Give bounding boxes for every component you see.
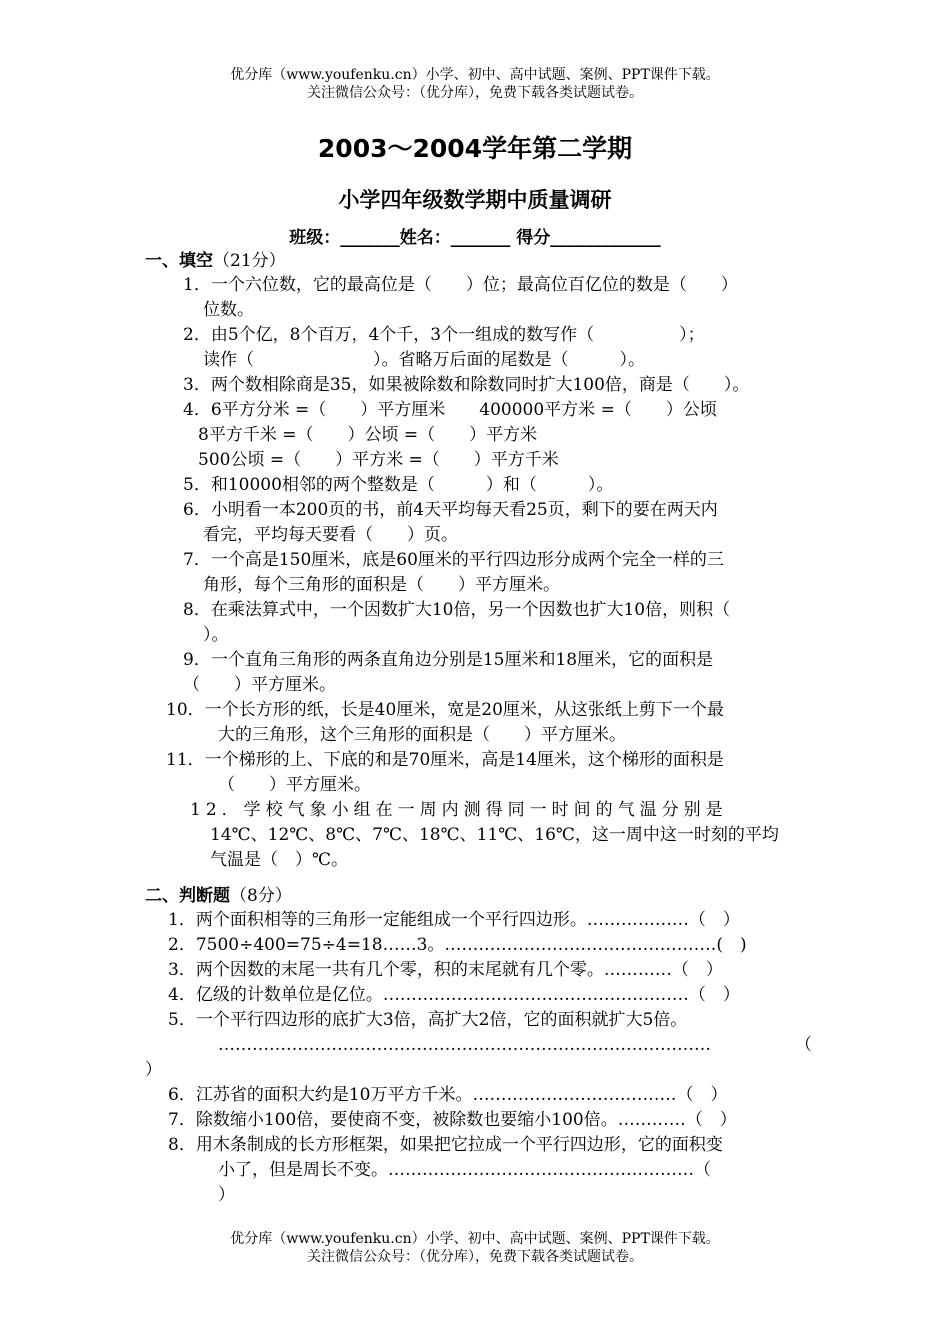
question-line: 7．一个高是150厘米，底是60厘米的平行四边形分成两个完全一样的三 [183, 550, 724, 570]
question-line: （ ）平方厘米。 [218, 775, 371, 795]
question-line: 11．一个梯形的上、下底的和是70厘米，高是14厘米，这个梯形的面积是 [166, 750, 724, 770]
judgement-paren-close: ） [218, 1185, 235, 1205]
question-line: 大的三角形，这个三角形的面积是（ ）平方厘米。 [218, 725, 626, 745]
question-line: 9．一个直角三角形的两条直角边分别是15厘米和18厘米，它的面积是 [183, 650, 714, 670]
question-line: 读作（ ）。省略万后面的尾数是（ ）。 [203, 350, 645, 370]
question-line: 12．学校气象小组在一周内测得同一时间的气温分别是 [190, 800, 728, 820]
judgement-line: 7．除数缩小100倍，要使商不变，被除数也要缩小100倍。…………（ ） [168, 1110, 737, 1130]
judgement-line: 6．江苏省的面积大约是10万平方千米。………………………………（ ） [168, 1085, 728, 1105]
question-line: 3．两个数相除商是35，如果被除数和除数同时扩大100倍，商是（ ）。 [183, 375, 750, 395]
question-line: 1．一个六位数，它的最高位是（ ）位；最高位百亿位的数是（ ） [183, 275, 738, 295]
question-line: 6．小明看一本200页的书，前4天平均每天看25页，剩下的要在两天内 [183, 500, 718, 520]
judgement-line: 4．亿级的计数单位是亿位。………………………………………………（ ） [168, 985, 740, 1005]
question-line: 2．由5个亿，8个百万，4个千，3个一组成的数写作（ ）； [183, 325, 705, 345]
question-line: 4．6平方分米 =（ ）平方厘米 400000平方米 =（ ）公顷 [183, 400, 717, 420]
question-line: 500公顷 =（ ）平方米 =（ ）平方千米 [198, 450, 559, 470]
judgement-paren-open: （ [795, 1035, 812, 1055]
question-line: 8平方千米 =（ ）公顷 =（ ）平方米 [198, 425, 538, 445]
section1-heading [145, 249, 286, 274]
exam-title: 2003～2004学年第二学期 [317, 134, 633, 163]
question-line: 看完，平均每天要看（ ）页。 [203, 525, 458, 545]
exam-subtitle: 小学四年级数学期中质量调研 [338, 188, 612, 212]
section2-heading [145, 884, 292, 909]
section2-title: 二、判断题 [145, 886, 230, 906]
judgement-paren-close: ） [145, 1060, 162, 1080]
question-line: 气温是（ ）℃。 [210, 850, 349, 870]
question-line: 8．在乘法算式中，一个因数扩大10倍，另一个因数也扩大10倍，则积（ [183, 600, 731, 620]
question-line: 位数。 [203, 300, 254, 320]
section1-points: （21分） [213, 251, 286, 271]
question-line: ）。 [203, 625, 229, 645]
question-line: （ ）平方厘米。 [183, 675, 336, 695]
question-line: 5．和10000相邻的两个整数是（ ）和（ ）。 [183, 475, 614, 495]
question-line: 10．一个长方形的纸，长是40厘米，宽是20厘米，从这张纸上剪下一个最 [166, 700, 724, 720]
section2-points: （8分） [230, 886, 292, 906]
question-line: 14℃、12℃、8℃、7℃、18℃、11℃、16℃，这一周中这一时刻的平均 [210, 825, 779, 845]
header-line-1: 优分库（www.youfenku.cn）小学、初中、高中试题、案例、PPT课件下载。 [230, 67, 720, 83]
judgement-line: 8．用木条制成的长方形框架，如果把它拉成一个平行四边形，它的面积变 [168, 1135, 723, 1155]
judgement-line: 小了，但是周长不变。………………………………………………（ [218, 1160, 711, 1180]
judgement-line: 3．两个因数的末尾一共有几个零，积的末尾就有几个零。…………（ ） [168, 960, 723, 980]
judgement-line: 5．一个平行四边形的底扩大3倍，高扩大2倍，它的面积就扩大5倍。 [168, 1010, 688, 1030]
header-line-2: 关注微信公众号：（优分库），免费下载各类试题试卷。 [307, 85, 643, 101]
section1-title: 一、填空 [145, 251, 213, 271]
footer-line-1: 优分库（www.youfenku.cn）小学、初中、高中试题、案例、PPT课件下载。 [230, 1231, 720, 1247]
question-line: 角形，每个三角形的面积是（ ）平方厘米。 [203, 575, 560, 595]
judgement-line: 1．两个面积相等的三角形一定能组成一个平行四边形。………………（ ） [168, 910, 740, 930]
student-info-line: 班级：_______姓名：_______ 得分_____________ [289, 228, 661, 248]
judgement-dots: …………………………………………………………………………… [218, 1035, 711, 1055]
footer-line-2: 关注微信公众号：（优分库），免费下载各类试题试卷。 [307, 1249, 643, 1265]
judgement-line: 2．7500÷400=75÷4=18……3。…………………………………………( ) [168, 935, 747, 955]
